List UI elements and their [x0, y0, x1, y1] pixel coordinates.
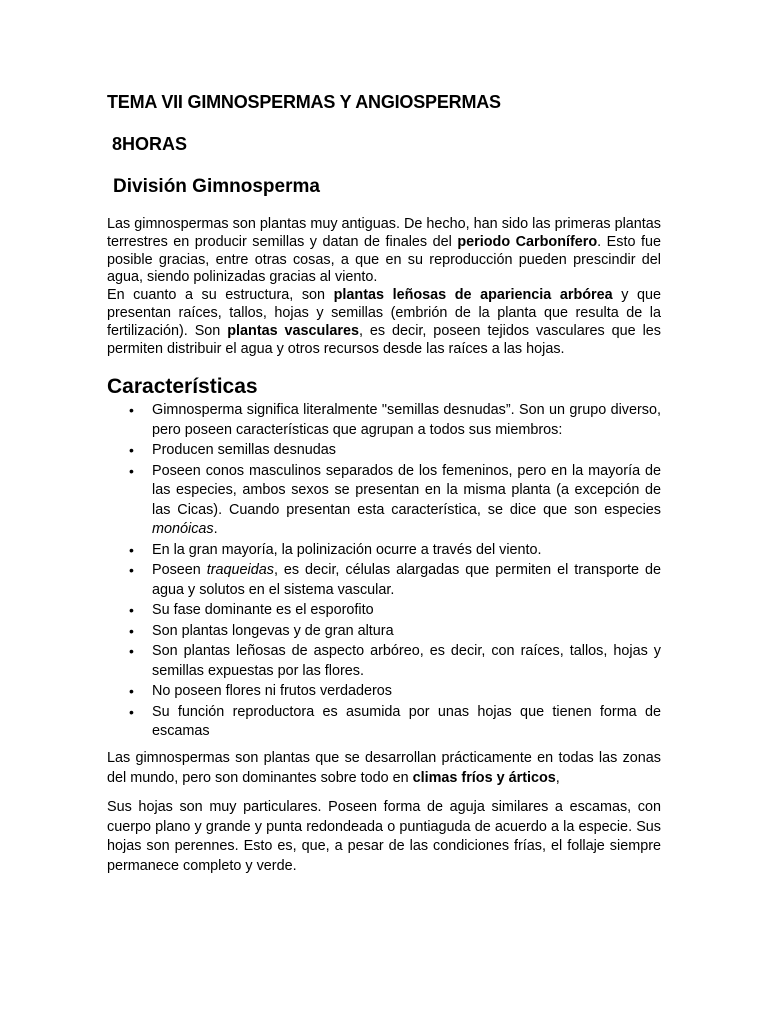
list-item-italic: traqueidas — [206, 562, 274, 578]
intro-2-bold-lenosas: plantas leñosas de apariencia arbórea — [333, 287, 613, 304]
list-item — [107, 401, 661, 440]
habitat-text — [107, 749, 661, 788]
habitat-text-c: , — [555, 769, 560, 786]
leaves-text: Sus hojas son muy particulares. Poseen forma de aguja similares a escamas, con cuerpo plano y grande y punta redondeada o puntiaguda de acuerdo a la especie. Sus hojas son perennes. Esto es, que, a pesar de las condiciones frías, el follaje siempre permanece completo y verde. — [107, 799, 661, 874]
list-item — [107, 703, 661, 742]
intro-1-text-a: Las gimnospermas son plantas muy antiguas. De hecho, han sido las primeras plantas terrestres en producir semillas y datan de finales del — [107, 216, 661, 250]
characteristics-heading: Características — [107, 375, 258, 398]
intro-1-text-c: . Esto fue posible gracias, entre otras cosas, a que en su reproducción pueden prescindir del agua, siendo polinizadas gracias al viento. — [107, 233, 661, 286]
bullet-icon: • — [129, 643, 134, 659]
list-item — [107, 601, 661, 621]
document-title: TEMA VII GIMNOSPERMAS Y ANGIOSPERMAS — [107, 92, 501, 112]
list-item-text: . — [213, 521, 218, 537]
list-item — [107, 642, 661, 681]
list-item — [107, 462, 661, 540]
list-item-text: Son plantas leñosas de aspecto arbóreo, es decir, con raíces, tallos, hojas y semillas expuestas por las flores. — [152, 643, 661, 679]
intro-2-bold-vasculares: plantas vasculares — [227, 322, 359, 339]
bullet-icon: • — [129, 541, 134, 558]
list-item-text: Poseen conos masculinos separados de los femeninos, pero en la mayoría de las especies, ambos sexos se presentan en la misma planta (a excepción de las Cicas). Cuando presentan esta característica, se dice que son especies — [152, 462, 661, 518]
list-item — [107, 561, 661, 600]
list-item-text: No poseen flores ni frutos verdaderos — [152, 683, 392, 699]
habitat-bold-climas: climas fríos y árticos — [412, 769, 556, 786]
list-item-text: , es decir, células alargadas que permiten el transporte de agua y solutos en el sistema vascular. — [152, 562, 661, 598]
bullet-icon: • — [129, 622, 134, 639]
bullet-icon: • — [129, 402, 134, 418]
bullet-icon: • — [129, 703, 134, 720]
intro-2-text-c: y que presentan raíces, tallos, hojas y semillas (embrión de la planta que resulta de la fertilización). Son — [107, 287, 662, 339]
leaves-paragraph — [107, 798, 661, 876]
bullet-icon: • — [129, 602, 134, 618]
intro-2-text-a: En cuanto a su estructura, son — [107, 287, 334, 304]
list-item — [107, 441, 661, 461]
bullet-icon: • — [129, 562, 134, 578]
list-item-text: Su fase dominante es el esporofito — [152, 602, 374, 618]
list-item-text: Poseen — [152, 562, 207, 578]
intro-text — [107, 216, 661, 358]
characteristics-list — [107, 401, 661, 743]
hours-heading: 8HORAS — [112, 134, 188, 154]
intro-paragraph-2 — [107, 287, 661, 358]
list-item — [107, 682, 661, 702]
intro-1-bold-carbonifero: periodo Carbonífero — [457, 233, 598, 250]
list-item-text: Su función reproductora es asumida por unas hojas que tienen forma de escamas — [152, 703, 661, 739]
division-heading: División Gimnosperma — [113, 176, 320, 197]
list-item-text: Producen semillas desnudas — [152, 442, 336, 458]
intro-2-text-e: , es decir, poseen tejidos vasculares que les permiten distribuir el agua y otros recursos desde las raíces a las hojas. — [107, 322, 661, 357]
habitat-paragraph — [107, 749, 661, 788]
bullet-icon: • — [129, 442, 134, 458]
intro-paragraph-1 — [107, 216, 661, 287]
list-item — [107, 541, 661, 561]
list-item-text: En la gran mayoría, la polinización ocurre a través del viento. — [152, 541, 542, 558]
list-item-text: Son plantas longevas y de gran altura — [152, 622, 394, 639]
list-item — [107, 622, 661, 642]
bullet-icon: • — [129, 683, 134, 699]
list-item-text: Gimnosperma significa literalmente "semillas desnudas”. Son un grupo diverso, pero poseen características que agrupan a todos sus miembros: — [152, 402, 661, 438]
bullet-icon: • — [129, 462, 134, 479]
list-item-italic: monóicas — [152, 521, 214, 537]
habitat-text-a: Las gimnospermas son plantas que se desarrollan prácticamente en todas las zonas del mundo, pero son dominantes sobre todo en — [107, 750, 661, 786]
